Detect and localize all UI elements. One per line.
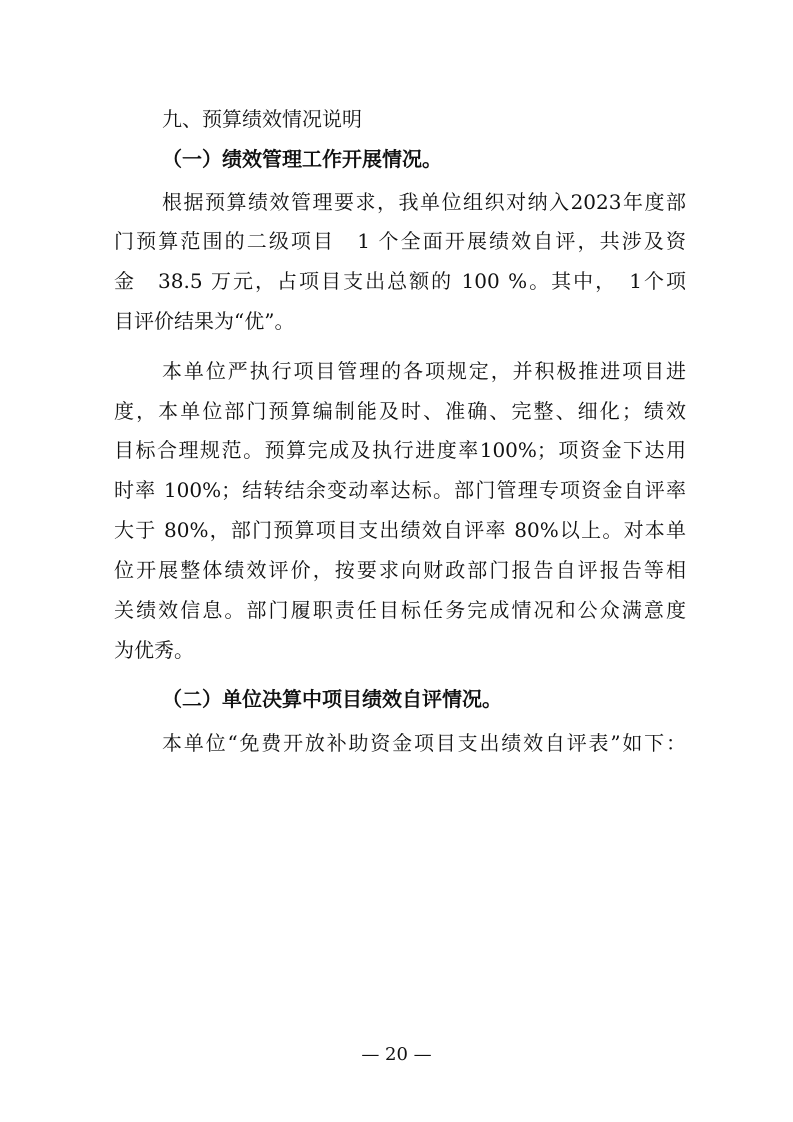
paragraph-2-line: 目标合理规范。预算完成及执行进度率100%；项资金下达用 <box>114 438 686 462</box>
paragraph-1-line: 门预算范围的二级项目 1 个全面开展绩效自评，共涉及资 <box>114 229 686 253</box>
paragraph-2-line: 为优秀。 <box>114 638 194 662</box>
paragraph-3-line: 本单位“免费开放补助资金项目支出绩效自评表”如下： <box>162 731 686 755</box>
subsection-title-1: （一）绩效管理工作开展情况。 <box>162 147 442 171</box>
paragraph-2-line: 关绩效信息。部门履职责任目标任务完成情况和公众满意度 <box>114 598 686 622</box>
paragraph-2-line: 时率 100%；结转结余变动率达标。部门管理专项资金自评率 <box>114 478 686 502</box>
section-title: 九、预算绩效情况说明 <box>162 107 362 131</box>
subsection-title-2: （二）单位决算中项目绩效自评情况。 <box>162 687 502 711</box>
paragraph-1-line: 根据预算绩效管理要求，我单位组织对纳入2023年度部 <box>162 190 686 214</box>
page-number: — 20 — <box>361 1044 432 1065</box>
paragraph-2-line: 本单位严执行项目管理的各项规定，并积极推进项目进 <box>162 359 686 383</box>
paragraph-1-line: 金 38.5 万元，占项目支出总额的 100 %。其中， 1个项 <box>114 269 686 293</box>
paragraph-2-line: 度，本单位部门预算编制能及时、准确、完整、细化；绩效 <box>114 399 686 423</box>
paragraph-1-line: 目评价结果为“优”。 <box>114 309 295 333</box>
paragraph-2-line: 位开展整体绩效评价，按要求向财政部门报告自评报告等相 <box>114 558 686 582</box>
paragraph-2-line: 大于 80%，部门预算项目支出绩效自评率 80%以上。对本单 <box>114 518 686 542</box>
